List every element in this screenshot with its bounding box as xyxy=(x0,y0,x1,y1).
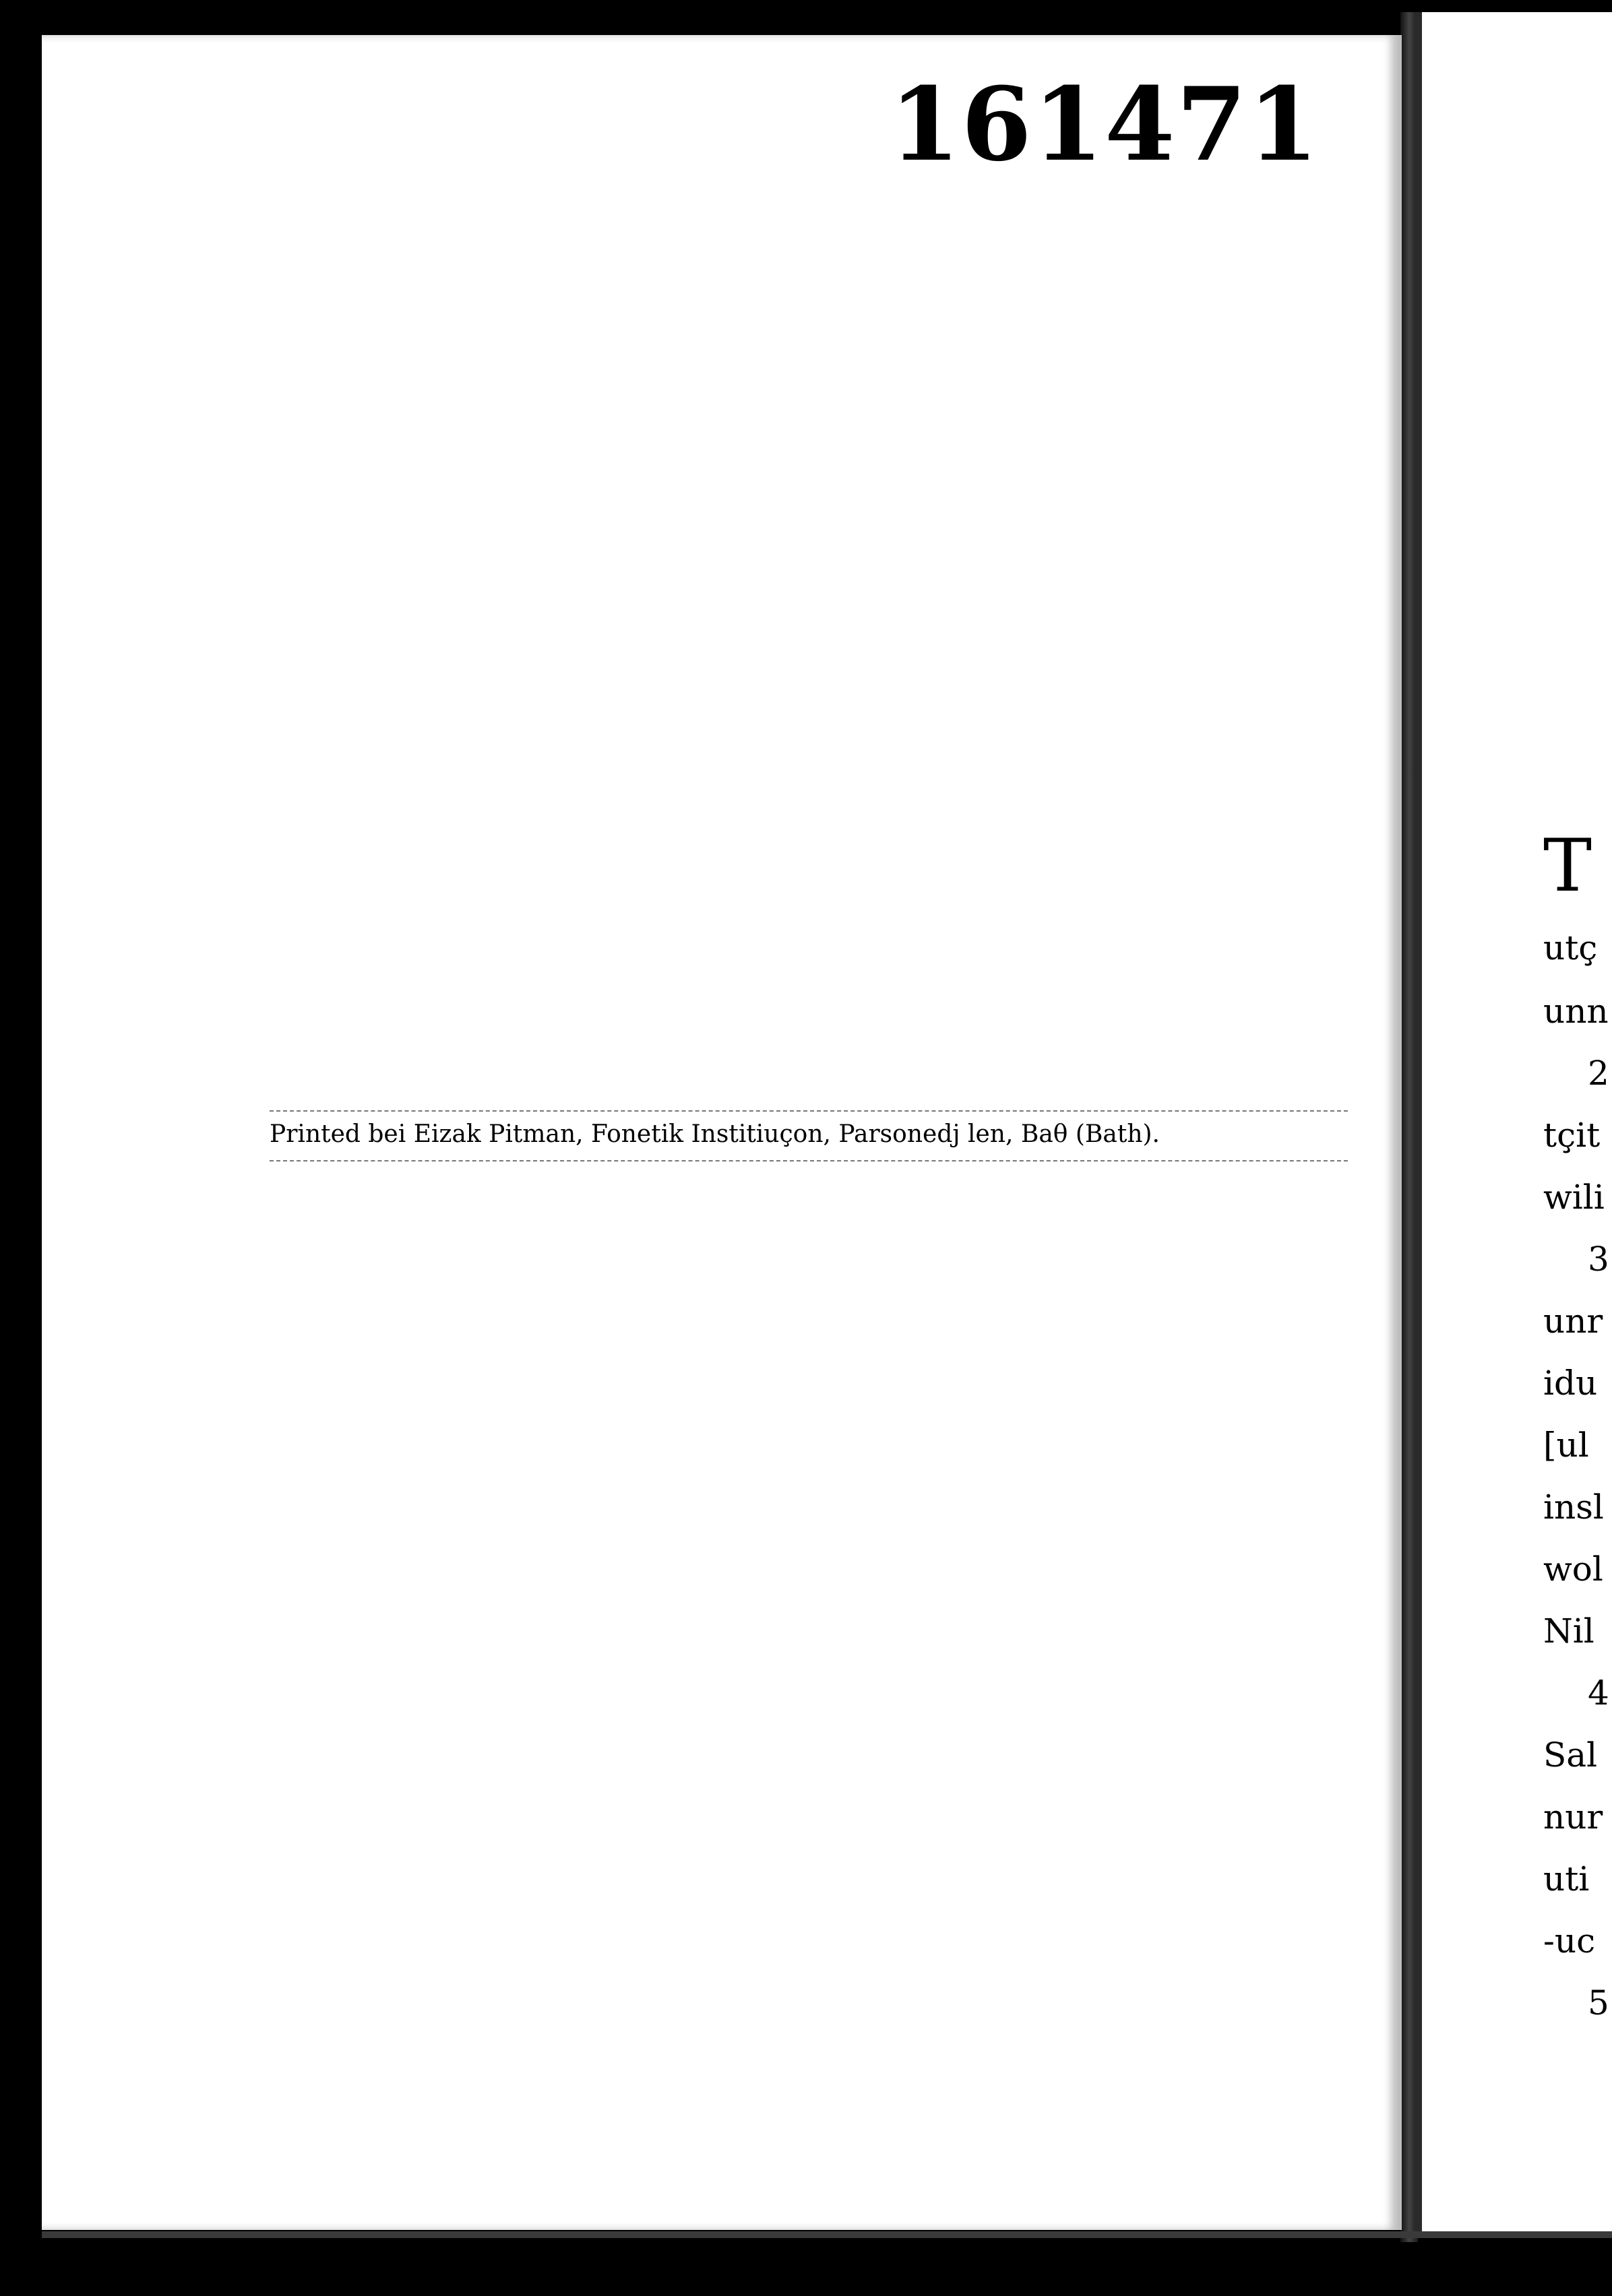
right-page-line: wol xyxy=(1543,1550,1603,1589)
printer-imprint: Printed bei Eizak Pitman, Fonetik Institiuçon, Parsonedj len, Baθ (Bath). xyxy=(270,1120,1160,1148)
right-page-line: nur xyxy=(1543,1797,1603,1837)
right-page-line: [ul xyxy=(1543,1426,1589,1465)
imprint-bottom-rule xyxy=(270,1160,1348,1161)
right-page-line: insl xyxy=(1543,1488,1604,1527)
right-page-line: 3 xyxy=(1588,1240,1609,1279)
right-page-line: Nil xyxy=(1543,1612,1594,1651)
right-page-line: wili xyxy=(1543,1178,1605,1217)
right-page-line: utç xyxy=(1543,928,1598,967)
right-page-line: tçit xyxy=(1543,1116,1601,1155)
right-page-line: 2 xyxy=(1588,1054,1609,1093)
right-page-line: Sal xyxy=(1543,1735,1598,1775)
book-bottom-edge xyxy=(42,2231,1612,2238)
right-page-line: -uc xyxy=(1543,1921,1596,1960)
right-page-line: unr xyxy=(1543,1302,1603,1341)
catalog-number: 161471 xyxy=(890,65,1320,184)
right-page-drop-letter: T xyxy=(1543,824,1592,908)
right-page-line: 4 xyxy=(1588,1673,1609,1713)
right-page-line: unn xyxy=(1543,992,1609,1031)
imprint-block xyxy=(270,1110,1348,1161)
right-page-line: idu xyxy=(1543,1364,1598,1403)
right-page-line: uti xyxy=(1543,1859,1590,1899)
right-page-line: 5 xyxy=(1588,1983,1609,2022)
